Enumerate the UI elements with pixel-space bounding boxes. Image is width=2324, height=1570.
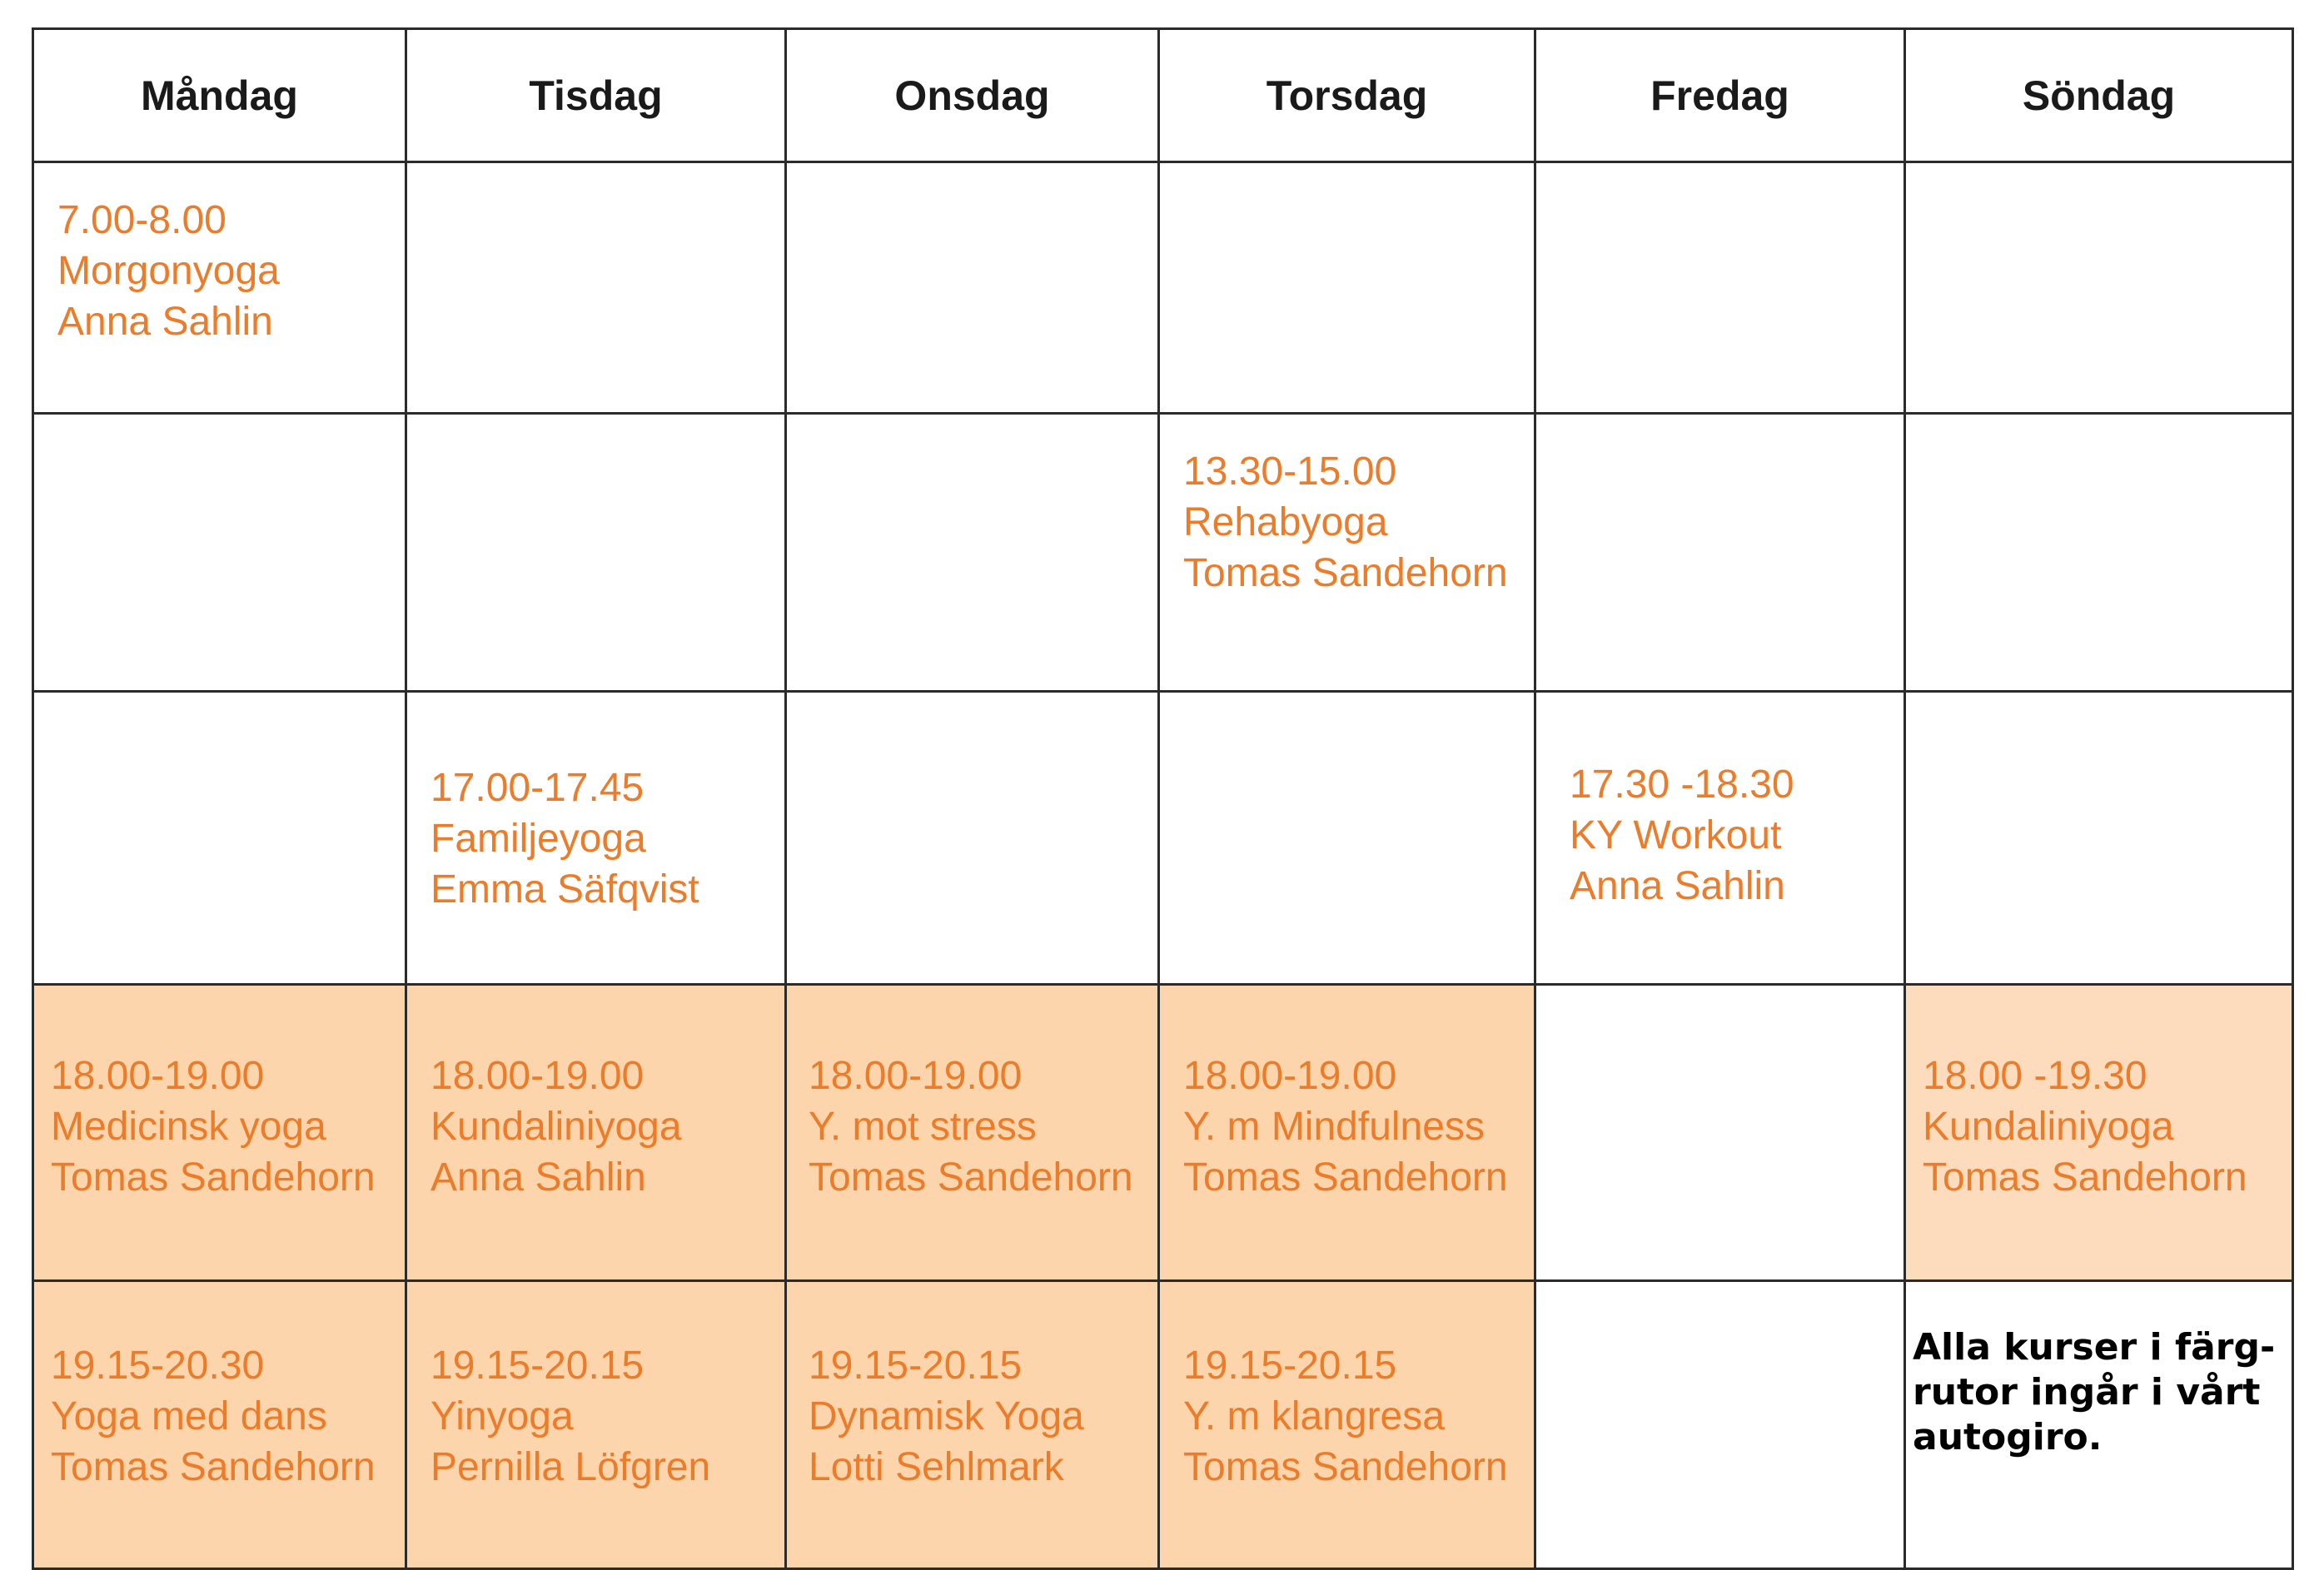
cell-friday-row-3	[1535, 692, 1905, 985]
session-teacher: Tomas Sandehorn	[51, 1445, 376, 1489]
cell-wednesday-row-2	[786, 414, 1159, 692]
schedule-row-5	[33, 1281, 2293, 1569]
session-time: 13.30-15.00	[1183, 450, 1397, 494]
day-header-monday: Måndag	[33, 29, 406, 162]
session-time: 19.15-20.15	[1183, 1344, 1397, 1388]
session-time: 18.00-19.00	[809, 1054, 1023, 1098]
cell-sunday-row-2	[1905, 414, 2293, 692]
cell-sunday-row-4	[1905, 985, 2293, 1281]
cell-wednesday-row-5	[786, 1281, 1159, 1569]
schedule-row-1	[33, 162, 2293, 414]
session-time: 17.30 -18.30	[1570, 763, 1794, 807]
session-teacher: Tomas Sandehorn	[51, 1155, 376, 1200]
session-time: 19.15-20.30	[51, 1344, 265, 1388]
cell-friday-row-5	[1535, 1281, 1905, 1569]
session-teacher: Tomas Sandehorn	[1183, 1155, 1508, 1200]
session-teacher: Anna Sahlin	[430, 1155, 646, 1200]
session-entry	[57, 195, 280, 347]
schedule-row-3	[33, 692, 2293, 985]
session-class: Y. m klangresa	[1183, 1394, 1445, 1438]
session-entry	[51, 1051, 376, 1203]
session-entry	[1183, 1051, 1508, 1203]
session-entry	[809, 1340, 1084, 1493]
cell-thursday-row-2	[1159, 414, 1535, 692]
cell-thursday-row-1	[1159, 162, 1535, 414]
session-time: 17.00-17.45	[430, 766, 644, 810]
session-class: Dynamisk Yoga	[809, 1394, 1084, 1438]
session-time: 19.15-20.15	[430, 1344, 644, 1388]
session-teacher: Tomas Sandehorn	[1923, 1155, 2247, 1200]
day-header-friday: Fredag	[1535, 29, 1905, 162]
weekly-schedule-table	[32, 27, 2294, 1570]
session-time: 18.00-19.00	[1183, 1054, 1397, 1098]
session-time: 19.15-20.15	[809, 1344, 1023, 1388]
session-entry	[430, 1340, 710, 1493]
session-class: Y. mot stress	[809, 1105, 1037, 1149]
cell-friday-row-2	[1535, 414, 1905, 692]
session-class: Familjeyoga	[430, 817, 646, 861]
cell-sunday-row-5	[1905, 1281, 2293, 1569]
session-entry	[430, 1051, 682, 1203]
session-entry	[1183, 446, 1508, 599]
session-time: 7.00-8.00	[57, 198, 226, 242]
session-teacher: Lotti Sehlmark	[809, 1445, 1064, 1489]
session-class: KY Workout	[1570, 813, 1782, 857]
session-teacher: Tomas Sandehorn	[809, 1155, 1133, 1200]
session-class: Yinyoga	[430, 1394, 574, 1438]
cell-thursday-row-4	[1159, 985, 1535, 1281]
header-row	[33, 29, 2293, 162]
cell-wednesday-row-1	[786, 162, 1159, 414]
session-class: Y. m Mindfulness	[1183, 1105, 1485, 1149]
cell-tuesday-row-3	[406, 692, 786, 985]
schedule-row-2	[33, 414, 2293, 692]
cell-tuesday-row-5	[406, 1281, 786, 1569]
cell-tuesday-row-1	[406, 162, 786, 414]
session-entry	[430, 763, 699, 915]
session-entry	[809, 1051, 1133, 1203]
session-teacher: Tomas Sandehorn	[1183, 551, 1508, 595]
session-class: Morgonyoga	[57, 249, 280, 293]
cell-monday-row-2	[33, 414, 406, 692]
cell-monday-row-5	[33, 1281, 406, 1569]
cell-friday-row-4	[1535, 985, 1905, 1281]
day-header-thursday: Torsdag	[1159, 29, 1535, 162]
session-teacher: Anna Sahlin	[57, 300, 273, 344]
cell-monday-row-3	[33, 692, 406, 985]
cell-sunday-row-3	[1905, 692, 2293, 985]
cell-tuesday-row-4	[406, 985, 786, 1281]
session-time: 18.00-19.00	[430, 1054, 644, 1098]
session-time: 18.00-19.00	[51, 1054, 265, 1098]
cell-tuesday-row-2	[406, 414, 786, 692]
day-header-sunday: Söndag	[1905, 29, 2293, 162]
day-header-wednesday: Onsdag	[786, 29, 1159, 162]
session-class: Rehabyoga	[1183, 500, 1388, 544]
session-class: Yoga med dans	[51, 1394, 327, 1438]
day-header-tuesday: Tisdag	[406, 29, 786, 162]
session-class: Medicinsk yoga	[51, 1105, 326, 1149]
session-entry	[1923, 1051, 2247, 1203]
session-entry	[1183, 1340, 1508, 1493]
session-entry	[1570, 759, 1794, 912]
cell-thursday-row-3	[1159, 692, 1535, 985]
cell-friday-row-1	[1535, 162, 1905, 414]
cell-wednesday-row-3	[786, 692, 1159, 985]
session-time: 18.00 -19.30	[1923, 1054, 2147, 1098]
session-teacher: Pernilla Löfgren	[430, 1445, 711, 1489]
cell-thursday-row-5	[1159, 1281, 1535, 1569]
session-teacher: Emma Säfqvist	[430, 867, 699, 912]
cell-sunday-row-1	[1905, 162, 2293, 414]
cell-monday-row-4	[33, 985, 406, 1281]
session-class: Kundaliniyoga	[1923, 1105, 2174, 1149]
schedule-row-4	[33, 985, 2293, 1281]
cell-wednesday-row-4	[786, 985, 1159, 1281]
autogiro-note: Alla kurser i färg-rutor ingår i vårt autogiro.	[1913, 1326, 2276, 1458]
session-entry	[51, 1340, 376, 1493]
session-teacher: Anna Sahlin	[1570, 864, 1785, 908]
session-class: Kundaliniyoga	[430, 1105, 682, 1149]
cell-monday-row-1	[33, 162, 406, 414]
session-teacher: Tomas Sandehorn	[1183, 1445, 1508, 1489]
